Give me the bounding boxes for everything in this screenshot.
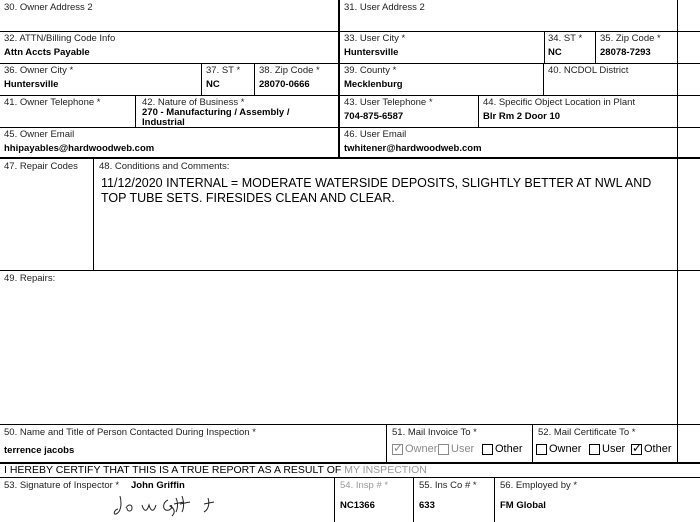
inspector-signature-label: 53. Signature of Inspector * bbox=[4, 480, 120, 491]
attn-billing-label: 32. ATTN/Billing Code Info bbox=[4, 33, 116, 44]
owner-zip-label: 38. Zip Code * bbox=[259, 65, 320, 76]
attn-billing-value[interactable]: Attn Accts Payable bbox=[4, 47, 90, 58]
certification-statement bbox=[4, 464, 427, 476]
mail-invoice-user-checkbox[interactable] bbox=[438, 443, 474, 455]
nature-of-business-label: 42. Nature of Business * bbox=[142, 97, 245, 108]
mail-certificate-owner-label: Owner bbox=[549, 443, 582, 455]
mail-certificate-owner-checkbox[interactable] bbox=[536, 443, 581, 455]
owner-state-value[interactable]: NC bbox=[206, 79, 220, 90]
user-state-label: 34. ST * bbox=[548, 33, 583, 44]
checkbox-box bbox=[536, 444, 547, 455]
insurance-company-number-value[interactable]: 633 bbox=[419, 500, 435, 511]
checkbox-box bbox=[482, 444, 493, 455]
ncdol-district-label: 40. NCDOL District bbox=[548, 65, 629, 76]
object-location-value[interactable]: Blr Rm 2 Door 10 bbox=[483, 111, 561, 122]
mail-certificate-label: 52. Mail Certificate To * bbox=[538, 427, 636, 438]
owner-city-label: 36. Owner City * bbox=[4, 65, 74, 76]
mail-invoice-user-label: User bbox=[451, 443, 475, 455]
insurance-company-number-label: 55. Ins Co # * bbox=[419, 480, 477, 491]
owner-state-label: 37. ST * bbox=[206, 65, 241, 76]
mail-invoice-other-label: Other bbox=[495, 443, 523, 455]
mail-invoice-owner-checkbox[interactable] bbox=[392, 440, 438, 455]
mail-certificate-other-label: Other bbox=[644, 443, 672, 455]
inspector-name-value[interactable]: John Griffin bbox=[131, 480, 185, 491]
person-contacted-value[interactable]: terrence jacobs bbox=[4, 445, 75, 456]
checkmark-icon: ✓ bbox=[632, 440, 643, 455]
county-value[interactable]: Mecklenburg bbox=[344, 79, 403, 90]
user-zip-label: 35. Zip Code * bbox=[600, 33, 661, 44]
user-email-value[interactable]: twhitener@hardwoodweb.com bbox=[344, 143, 482, 154]
object-location-label: 44. Specific Object Location in Plant bbox=[483, 97, 636, 108]
mail-invoice-owner-label: Owner bbox=[405, 443, 438, 455]
user-email-label: 46. User Email bbox=[344, 129, 407, 140]
user-telephone-value[interactable]: 704-875-6587 bbox=[344, 111, 404, 122]
inspector-number-label: 54. Insp # * bbox=[340, 480, 389, 491]
checkmark-icon: ✓ bbox=[393, 440, 404, 455]
owner-email-label: 45. Owner Email bbox=[4, 129, 75, 140]
mail-invoice-other-checkbox[interactable] bbox=[482, 443, 523, 455]
inspector-number-value[interactable]: NC1366 bbox=[340, 500, 375, 511]
mail-certificate-user-label: User bbox=[602, 443, 626, 455]
certification-text-faded: MY INSPECTION bbox=[344, 464, 427, 476]
employed-by-label: 56. Employed by * bbox=[500, 480, 578, 491]
owner-email-value[interactable]: hhipayables@hardwoodweb.com bbox=[4, 143, 155, 154]
user-zip-value[interactable]: 28078-7293 bbox=[600, 47, 651, 58]
mail-invoice-label: 51. Mail Invoice To * bbox=[392, 427, 477, 438]
owner-telephone-label: 41. Owner Telephone * bbox=[4, 97, 101, 108]
user-telephone-label: 43. User Telephone * bbox=[344, 97, 433, 108]
checkbox-box bbox=[631, 440, 643, 455]
person-contacted-label: 50. Name and Title of Person Contacted During Inspection * bbox=[4, 427, 256, 438]
user-city-value[interactable]: Huntersville bbox=[344, 47, 399, 58]
conditions-comments-text[interactable]: 11/12/2020 INTERNAL = MODERATE WATERSIDE DEPOSITS, SLIGHTLY BETTER AT NWL AND TOP TUBE SETS. FIRESIDES CLEAN AND CLEAR. bbox=[101, 176, 652, 205]
user-state-value[interactable]: NC bbox=[548, 47, 562, 58]
checkbox-box bbox=[589, 444, 600, 455]
checkbox-box bbox=[438, 444, 449, 455]
employed-by-value[interactable]: FM Global bbox=[500, 500, 546, 511]
inspector-signature-image bbox=[112, 490, 224, 520]
repairs-label: 49. Repairs: bbox=[4, 273, 56, 284]
certification-text: I HEREBY CERTIFY THAT THIS IS A TRUE REPORT AS A RESULT OF bbox=[4, 464, 345, 476]
conditions-comments-label: 48. Conditions and Comments: bbox=[99, 161, 230, 172]
repair-codes-label: 47. Repair Codes bbox=[4, 161, 78, 172]
owner-zip-value[interactable]: 28070-0666 bbox=[259, 79, 310, 90]
user-address-2-label: 31. User Address 2 bbox=[344, 2, 425, 13]
user-city-label: 33. User City * bbox=[344, 33, 406, 44]
mail-certificate-other-checkbox[interactable] bbox=[631, 440, 672, 455]
mail-certificate-user-checkbox[interactable] bbox=[589, 443, 625, 455]
nature-of-business-value[interactable]: 270 - Manufacturing / Assembly / Industrial bbox=[142, 108, 290, 127]
owner-city-value[interactable]: Huntersville bbox=[4, 79, 59, 90]
checkbox-box bbox=[392, 440, 404, 455]
county-label: 39. County * bbox=[344, 65, 397, 76]
owner-address-2-label: 30. Owner Address 2 bbox=[4, 2, 93, 13]
